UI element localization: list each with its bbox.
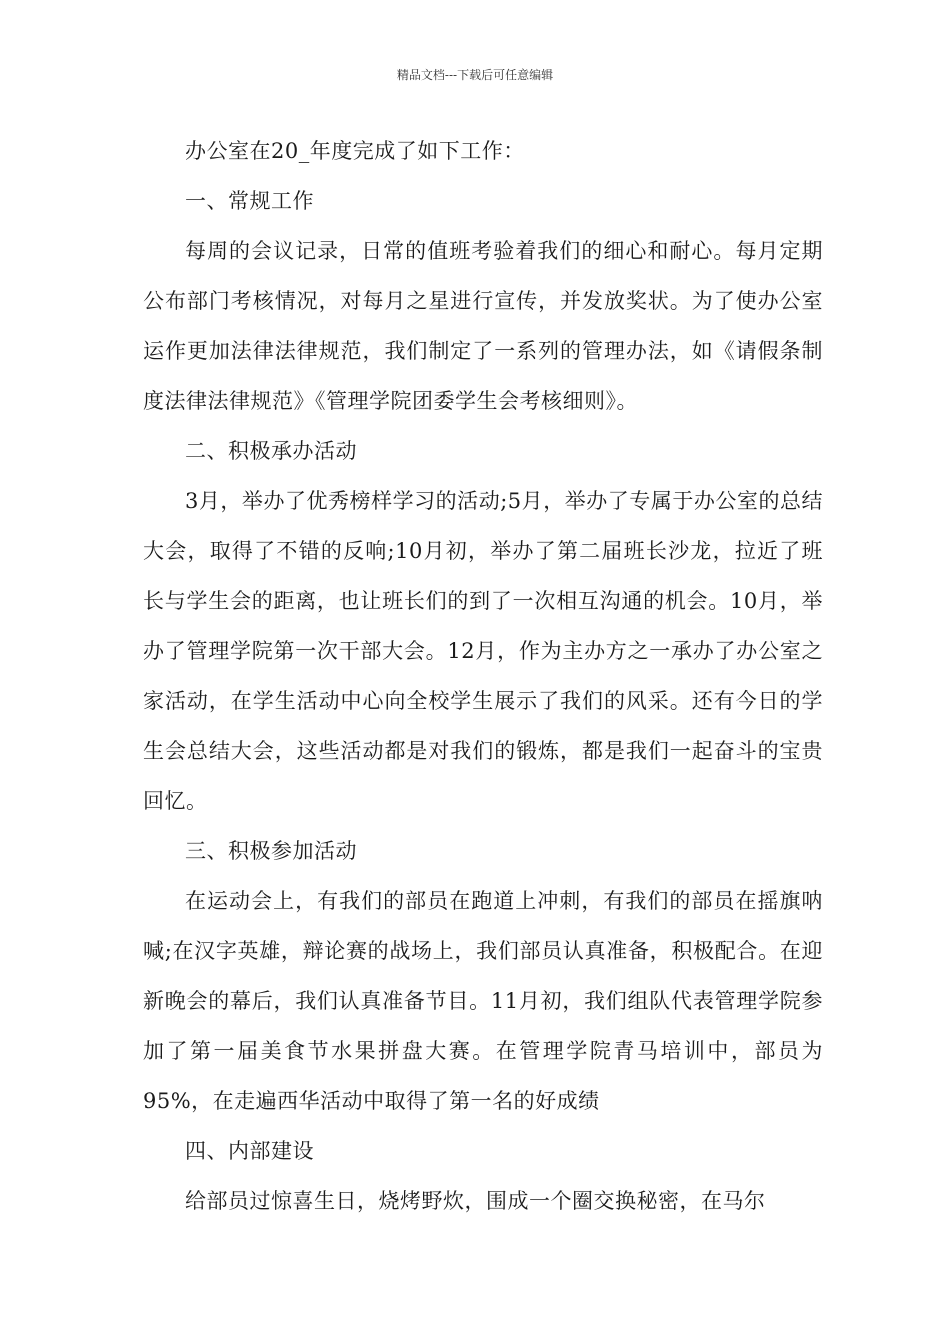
page-header: 精品文档---下载后可任意编辑 <box>396 68 554 82</box>
intro-paragraph: 办公室在20_年度完成了如下工作： <box>185 139 525 163</box>
section-paragraph-host-activities: 3月，举办了优秀榜样学习的活动;5月，举办了专属于办公室的总结大会，取得了不错的反响;10月初，举办了第二届班长沙龙，拉近了班长与学生会的距离，也让班长们的到了一次相互沟通的机会。10月，举办了管理学院第一次干部大会。12月，作为主办方之一承办了办公室之家活动，在学生活动中心向全校学生展示了我们的风采。还有今日的学生会总结大会，这些活动都是对我们的锻炼，都是我们一起奋斗的宝贵回忆。 <box>143 489 823 813</box>
section-paragraph-routine-work: 每周的会议记录，日常的值班考验着我们的细心和耐心。每月定期公布部门考核情况，对每月之星进行宣传，并发放奖状。为了使办公室运作更加法律法律规范，我们制定了一系列的管理办法，如《请假条制度法律法律规范》《管理学院团委学生会考核细则》。 <box>143 239 823 413</box>
document-body <box>143 126 823 1226</box>
section-heading-join-activities: 三、积极参加活动 <box>185 839 357 863</box>
section-heading-host-activities: 二、积极承办活动 <box>185 439 357 463</box>
section-paragraph-internal-building: 给部员过惊喜生日，烧烤野炊，围成一个圈交换秘密，在马尔 <box>185 1189 766 1213</box>
section-heading-internal-building: 四、内部建设 <box>185 1139 314 1163</box>
section-heading-routine-work: 一、常规工作 <box>185 189 314 213</box>
section-paragraph-join-activities: 在运动会上，有我们的部员在跑道上冲刺，有我们的部员在摇旗呐喊;在汉字英雄，辩论赛的战场上，我们部员认真准备，积极配合。在迎新晚会的幕后，我们认真准备节目。11月初，我们组队代表管理学院参加了第一届美食节水果拼盘大赛。在管理学院青马培训中，部员为95%，在走遍西华活动中取得了第一名的好成绩 <box>143 889 823 1113</box>
